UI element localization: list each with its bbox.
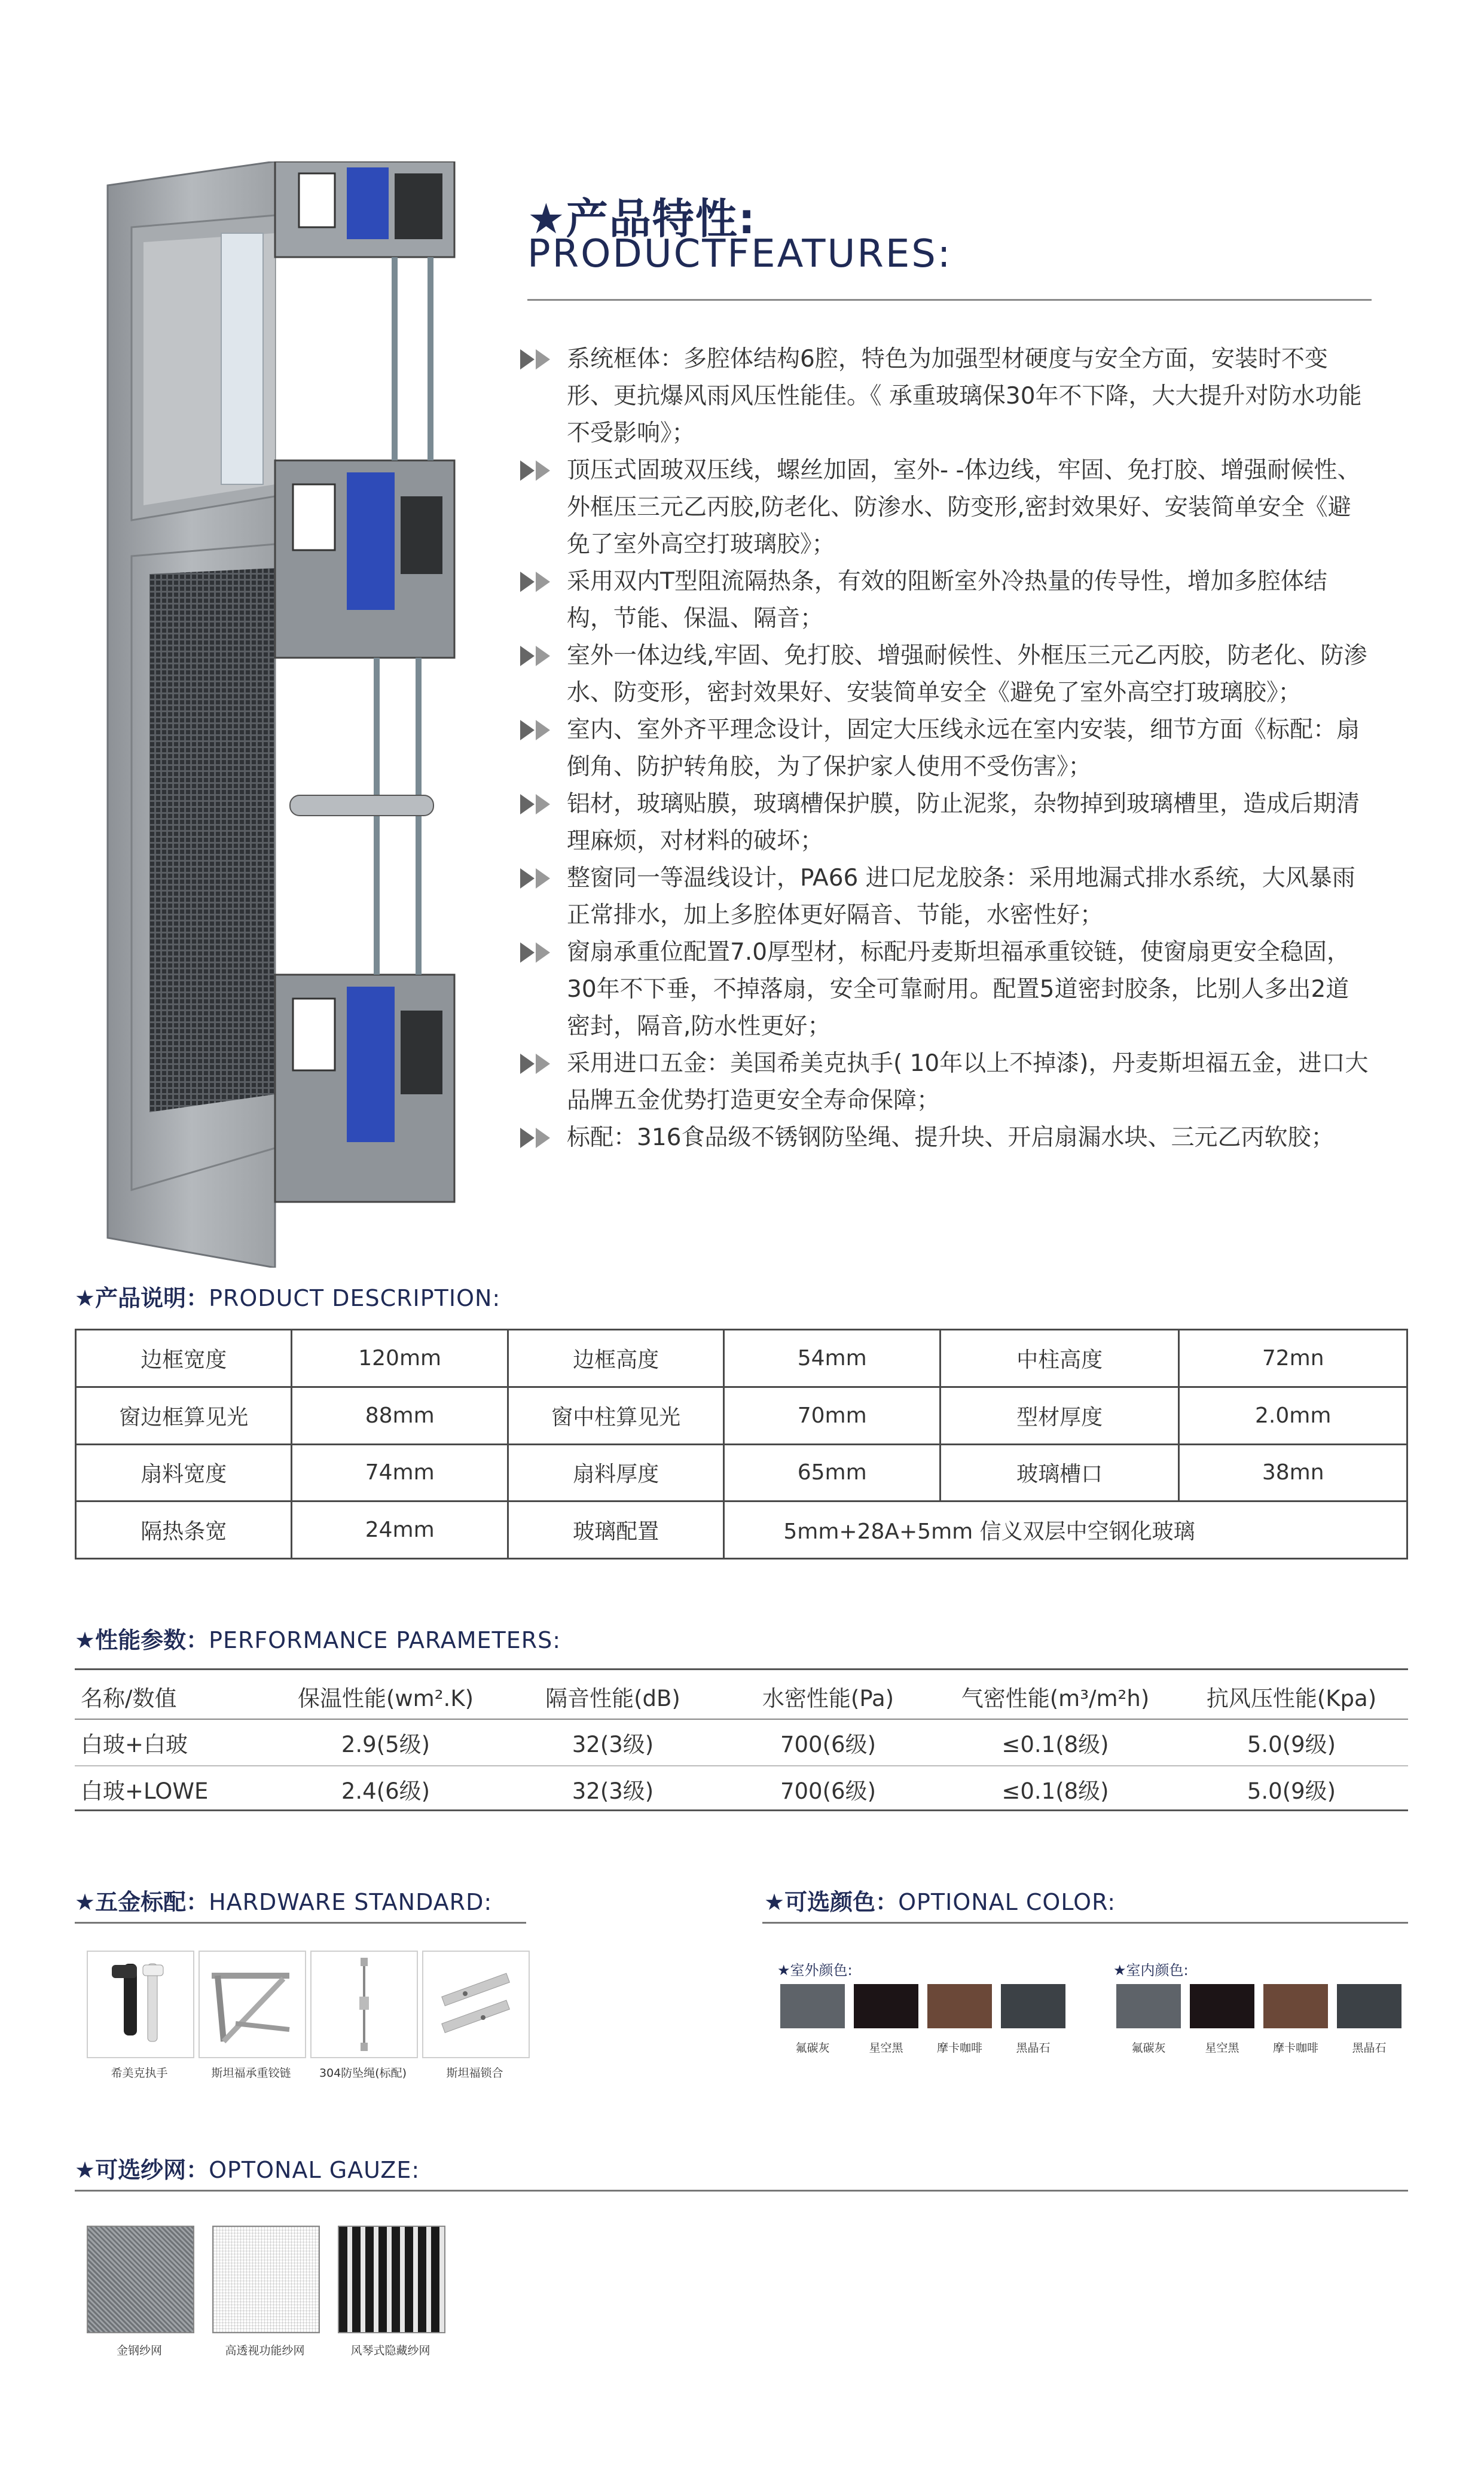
- table-cell: 边框高度: [508, 1330, 723, 1387]
- color-swatch[interactable]: [780, 1984, 845, 2028]
- feature-text: 整窗同一等温线设计，PA66 进口尼龙胶条：采用地漏式排水系统，大风暴雨正常排水，加上多腔体更好隔音、节能，水密性好；: [567, 865, 1355, 929]
- lock-icon: [423, 1952, 529, 2057]
- table-cell: 54mm: [724, 1330, 941, 1387]
- list-item: [520, 637, 1369, 712]
- performance-table: [75, 1674, 1408, 1812]
- hardware-caption: 希美克执手: [111, 2067, 168, 2080]
- features-title: ★产品特性:: [527, 194, 756, 243]
- divider: [75, 1809, 1408, 1811]
- hinge-icon: [200, 1952, 305, 2057]
- hardware-title: [75, 1884, 492, 1916]
- gauze-steel-image: [87, 2226, 194, 2333]
- features-subtitle: PRODUCTFEATURES:: [527, 232, 952, 276]
- table-row: [76, 1501, 1407, 1559]
- feature-text: 系统框体：多腔体结构6腔，特色为加强型材硬度与安全方面，安装时不变形、更抗爆风雨风压性能佳。《 承重玻璃保30年不下降，大大提升对防水功能不受影响》；: [567, 346, 1362, 447]
- table-cell: 扇料厚度: [508, 1444, 723, 1501]
- hardware-rope-image: [310, 1951, 418, 2058]
- list-item: [520, 563, 1369, 637]
- column-header: 隔音性能(dB): [505, 1674, 720, 1719]
- divider: [75, 1668, 1408, 1670]
- hardware-title-cn: ★五金标配：: [75, 1889, 209, 1915]
- gauze-transparent-image: [212, 2226, 320, 2333]
- description-table: [75, 1329, 1408, 1560]
- table-cell: 5.0(9级): [1175, 1719, 1408, 1766]
- gauze-title-en: OPTONAL GAUZE:: [209, 2157, 420, 2183]
- color-title-en: OPTIONAL COLOR:: [898, 1889, 1116, 1915]
- color-swatch[interactable]: [1337, 1984, 1401, 2028]
- performance-title: [75, 1622, 561, 1655]
- table-cell: 32(3级): [572, 1778, 654, 1804]
- hardware-caption: 304防坠绳(标配): [319, 2067, 407, 2080]
- divider: [75, 1922, 526, 1924]
- gauze-title-cn: ★可选纱网：: [75, 2157, 209, 2183]
- color-swatch[interactable]: [927, 1984, 992, 2028]
- list-item: [520, 712, 1369, 786]
- table-cell: 窗中柱算见光: [508, 1387, 723, 1444]
- divider: [762, 1922, 1408, 1924]
- double-arrow-icon: [520, 1128, 552, 1148]
- column-header: 名称/数值: [75, 1674, 266, 1719]
- table-cell: 88mm: [292, 1387, 508, 1444]
- feature-text: 室外一体边线,牢固、免打胶、增强耐候性、外框压三元乙丙胶，防老化、防渗水、防变形，密封效果好、安装简单安全《避免了室外高空打玻璃胶》；: [567, 642, 1367, 706]
- table-cell: 玻璃配置: [508, 1501, 723, 1559]
- table-cell: 窗边框算见光: [76, 1387, 292, 1444]
- color-swatch[interactable]: [1001, 1984, 1065, 2028]
- hardware-handle-image: [87, 1951, 194, 2058]
- table-cell: 扇料宽度: [76, 1444, 292, 1501]
- handle-icon: [88, 1952, 193, 2057]
- swatch-caption: 氟碳灰: [1131, 2041, 1166, 2055]
- table-cell: 2.4(6级): [341, 1778, 430, 1804]
- gauze-caption: 高透视功能纱网: [225, 2344, 305, 2357]
- table-row: [76, 1444, 1407, 1501]
- feature-text: 室内、室外齐平理念设计，固定大压线永远在室内安装，细节方面《标配：扇倒角、防护转角胶，为了保护家人使用不受伤害》；: [567, 716, 1360, 780]
- feature-text: 标配：316食品级不锈钢防坠绳、提升块、开启扇漏水块、三元乙丙软胶；: [567, 1124, 1335, 1151]
- hardware-caption: 斯坦福承重铰链: [211, 2067, 291, 2080]
- double-arrow-icon: [520, 1054, 552, 1074]
- gauze-caption: 风琴式隐藏纱网: [350, 2344, 430, 2357]
- table-cell: 120mm: [292, 1330, 508, 1387]
- feature-text: 顶压式固玻双压线，螺丝加固，室外- -体边线，牢固、免打胶、增强耐候性、外框压三元乙丙胶,防老化、防渗水、防变形,密封效果好、安装简单安全《避免了室外高空打玻璃胶》；: [567, 457, 1361, 558]
- table-cell: 中柱高度: [940, 1330, 1178, 1387]
- divider: [75, 2190, 1408, 2192]
- feature-text: 采用进口五金：美国希美克执手( 10年以上不掉漆)，丹麦斯坦福五金，进口大品牌五金优势打造更安全寿命保障；: [567, 1050, 1369, 1114]
- list-item: [520, 786, 1369, 860]
- color-title: [764, 1884, 1116, 1916]
- performance-title-cn: ★性能参数：: [75, 1627, 209, 1653]
- outdoor-color-label: ★室外颜色:: [777, 1962, 853, 1979]
- hardware-lock-image: [422, 1951, 530, 2058]
- table-cell: 边框宽度: [76, 1330, 292, 1387]
- feature-text: 采用双内T型阻流隔热条，有效的阻断室外冷热量的传导性，增加多腔体结构，节能、保温、隔音；: [567, 568, 1327, 632]
- indoor-color-label: ★室内颜色:: [1113, 1962, 1189, 1979]
- table-cell: 70mm: [724, 1387, 941, 1444]
- divider: [527, 299, 1372, 301]
- double-arrow-icon: [520, 460, 552, 481]
- table-cell: 65mm: [724, 1444, 941, 1501]
- table-cell: 24mm: [292, 1501, 508, 1559]
- double-arrow-icon: [520, 794, 552, 814]
- swatch-caption: 黑晶石: [1352, 2041, 1387, 2055]
- double-arrow-icon: [520, 572, 552, 592]
- column-header: 水密性能(Pa): [720, 1674, 936, 1719]
- swatch-caption: 氟碳灰: [795, 2041, 830, 2055]
- table-cell: 5.0(9级): [1247, 1778, 1336, 1804]
- table-cell: 74mm: [292, 1444, 508, 1501]
- table-header-row: [75, 1674, 1408, 1719]
- hardware-title-en: HARDWARE STANDARD:: [209, 1889, 493, 1915]
- list-item: [520, 452, 1369, 563]
- table-cell: 玻璃槽口: [940, 1444, 1178, 1501]
- swatch-caption: 摩卡咖啡: [1272, 2041, 1318, 2055]
- hardware-caption: 斯坦福锁合: [446, 2067, 503, 2080]
- color-swatch[interactable]: [1263, 1984, 1328, 2028]
- features-list: [520, 341, 1369, 1156]
- table-cell: 32(3级): [505, 1719, 720, 1766]
- performance-title-en: PERFORMANCE PARAMETERS:: [209, 1627, 561, 1653]
- list-item: [520, 934, 1369, 1045]
- table-cell: 2.0mm: [1179, 1387, 1407, 1444]
- color-swatch[interactable]: [854, 1984, 918, 2028]
- table-cell: 700(6级): [780, 1778, 877, 1804]
- list-item: [520, 860, 1369, 934]
- column-header: 保温性能(wm².K): [266, 1674, 505, 1719]
- table-row: [76, 1387, 1407, 1444]
- list-item: [520, 1119, 1369, 1156]
- double-arrow-icon: [520, 868, 552, 889]
- table-cell: ≤0.1(8级): [1001, 1778, 1109, 1804]
- table-cell: 700(6级): [720, 1719, 936, 1766]
- table-cell: 白玻+白玻: [75, 1719, 266, 1766]
- column-header: 抗风压性能(Kpa): [1175, 1674, 1408, 1719]
- description-title-en: PRODUCT DESCRIPTION:: [209, 1285, 501, 1311]
- table-row: [75, 1719, 1408, 1766]
- gauze-pleated-image: [338, 2226, 445, 2333]
- table-cell: 2.9(5级): [266, 1719, 505, 1766]
- feature-text: 窗扇承重位配置7.0厚型材，标配丹麦斯坦福承重铰链，使窗扇更安全稳固，30年不下垂，不掉落扇，安全可靠耐用。配置5道密封胶条，比别人多出2道密封，隔音,防水性更好；: [567, 939, 1351, 1040]
- feature-text: 铝材，玻璃贴膜，玻璃槽保护膜，防止泥浆，杂物掉到玻璃槽里，造成后期清理麻烦，对材料的破坏；: [567, 791, 1360, 854]
- window-section-illustration: [96, 161, 466, 1268]
- table-cell: ≤0.1(8级): [936, 1719, 1175, 1766]
- table-cell: 5mm+28A+5mm 信义双层中空钢化玻璃: [724, 1501, 1407, 1559]
- list-item: [520, 1045, 1369, 1119]
- safety-rope-icon: [312, 1952, 417, 2057]
- table-row: [75, 1766, 1408, 1812]
- color-swatch[interactable]: [1116, 1984, 1181, 2028]
- swatch-caption: 摩卡咖啡: [936, 2041, 982, 2055]
- double-arrow-icon: [520, 349, 552, 370]
- swatch-caption: 黑晶石: [1016, 2041, 1051, 2055]
- gauze-caption: 金钢纱网: [116, 2344, 162, 2357]
- column-header: 气密性能(m³/m²h): [936, 1674, 1175, 1719]
- hardware-hinge-image: [199, 1951, 306, 2058]
- description-title-cn: ★产品说明：: [75, 1285, 209, 1311]
- color-title-cn: ★可选颜色：: [764, 1889, 899, 1915]
- double-arrow-icon: [520, 720, 552, 740]
- color-swatch[interactable]: [1190, 1984, 1254, 2028]
- table-cell: 72mn: [1179, 1330, 1407, 1387]
- list-item: [520, 341, 1369, 452]
- table-row: [76, 1330, 1407, 1387]
- swatch-caption: 星空黑: [1205, 2041, 1239, 2055]
- gauze-title: [75, 2151, 420, 2184]
- table-cell: 白玻+LOWE: [81, 1778, 209, 1804]
- table-cell: 38mn: [1179, 1444, 1407, 1501]
- description-title: [75, 1280, 500, 1313]
- table-cell: 隔热条宽: [76, 1501, 292, 1559]
- swatch-caption: 星空黑: [869, 2041, 903, 2055]
- table-cell: 型材厚度: [940, 1387, 1178, 1444]
- double-arrow-icon: [520, 942, 552, 963]
- double-arrow-icon: [520, 646, 552, 666]
